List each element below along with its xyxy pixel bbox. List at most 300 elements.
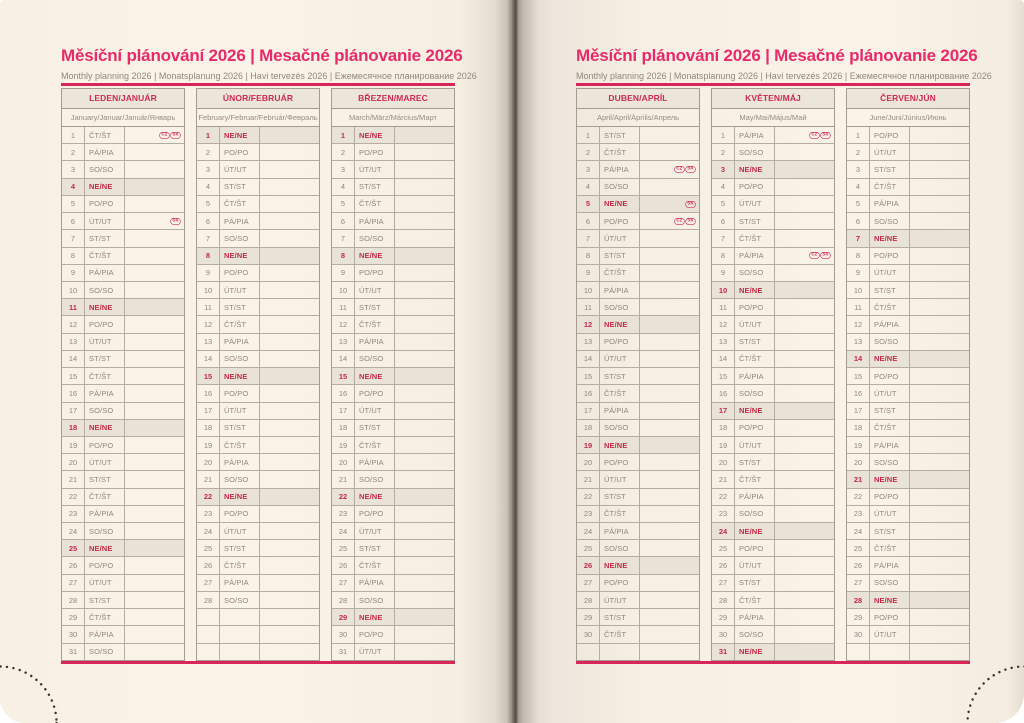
notes-cell	[774, 282, 834, 298]
day-abbrev: ST/ST	[599, 609, 639, 625]
day-number: 29	[583, 612, 593, 622]
day-abbrev: PO/PO	[354, 506, 394, 522]
sk-holiday-badge: SK	[685, 166, 696, 173]
day-number: 21	[583, 474, 593, 484]
day-row	[62, 212, 184, 229]
day-row	[197, 470, 319, 487]
day-abbrev: ČT/ŠT	[84, 609, 124, 625]
day-number: 26	[203, 561, 213, 571]
day-number: 25	[853, 543, 863, 553]
day-row	[62, 608, 184, 625]
notes-cell	[774, 592, 834, 608]
day-abbrev: ST/ST	[734, 213, 774, 229]
day-abbrev: PO/PO	[734, 299, 774, 315]
notes-cell	[909, 144, 969, 160]
day-abbrev: PÁ/PIA	[599, 161, 639, 177]
day-abbrev: ST/ST	[734, 454, 774, 470]
day-row	[197, 453, 319, 470]
day-number: 5	[720, 199, 726, 209]
day-row	[197, 488, 319, 505]
notes-cell	[909, 403, 969, 419]
day-number: 2	[205, 147, 211, 157]
notes-cell	[259, 299, 319, 315]
day-number: 8	[720, 251, 726, 261]
day-number: 20	[338, 457, 348, 467]
notes-cell	[774, 179, 834, 195]
notes-cell	[124, 316, 184, 332]
day-row	[62, 264, 184, 281]
notes-cell	[124, 523, 184, 539]
day-row	[577, 574, 699, 591]
day-abbrev: NE/NE	[354, 609, 394, 625]
day-number: 15	[718, 371, 728, 381]
day-row	[332, 419, 454, 436]
notes-cell	[909, 540, 969, 556]
day-abbrev: ST/ST	[219, 299, 259, 315]
day-abbrev: ÚT/UT	[599, 471, 639, 487]
notes-cell	[639, 644, 699, 660]
notes-cell	[774, 213, 834, 229]
month-grid	[332, 127, 454, 660]
day-abbrev: ÚT/UT	[219, 282, 259, 298]
notes-cell	[639, 265, 699, 281]
day-row	[577, 402, 699, 419]
day-abbrev: PÁ/PIA	[219, 454, 259, 470]
day-abbrev: SO/SO	[599, 420, 639, 436]
cz-holiday-badge: CZ	[674, 218, 684, 225]
day-row	[847, 281, 969, 298]
notes-cell	[124, 540, 184, 556]
day-number: 20	[203, 457, 213, 467]
day-number: 11	[69, 302, 77, 312]
day-number: 5	[340, 199, 346, 209]
day-row	[577, 470, 699, 487]
notes-cell	[259, 437, 319, 453]
day-number: 17	[203, 406, 213, 416]
notes-cell	[909, 316, 969, 332]
day-abbrev: ČT/ŠT	[219, 557, 259, 573]
day-number: 10	[718, 285, 728, 295]
day-row	[197, 315, 319, 332]
month-intl-names: June/Juni/Június/Июнь	[847, 109, 969, 127]
day-number: 15	[203, 371, 213, 381]
day-row	[197, 333, 319, 350]
day-abbrev: PÁ/PIA	[354, 334, 394, 350]
day-row	[847, 488, 969, 505]
day-row	[847, 247, 969, 264]
notes-cell	[909, 626, 969, 642]
day-abbrev: NE/NE	[734, 644, 774, 660]
day-number: 24	[203, 526, 213, 536]
day-row	[712, 505, 834, 522]
day-abbrev: ČT/ŠT	[219, 437, 259, 453]
day-row	[62, 247, 184, 264]
day-number: 16	[853, 388, 863, 398]
notes-cell	[774, 557, 834, 573]
day-row	[577, 178, 699, 195]
day-row	[847, 195, 969, 212]
page-right	[512, 0, 1024, 723]
day-number: 27	[338, 578, 348, 588]
notes-cell	[909, 506, 969, 522]
day-row	[577, 488, 699, 505]
day-abbrev: PO/PO	[869, 127, 909, 143]
day-abbrev	[219, 609, 259, 625]
day-abbrev: ÚT/UT	[734, 557, 774, 573]
notes-cell	[394, 489, 454, 505]
day-row	[62, 453, 184, 470]
day-abbrev: ÚT/UT	[354, 644, 394, 660]
day-row	[577, 436, 699, 453]
day-number: 25	[718, 543, 728, 553]
notes-cell	[909, 437, 969, 453]
day-number: 21	[718, 474, 728, 484]
day-number	[577, 644, 599, 660]
day-abbrev: ST/ST	[354, 299, 394, 315]
day-row	[197, 384, 319, 401]
day-row	[847, 350, 969, 367]
day-abbrev: PÁ/PIA	[734, 489, 774, 505]
day-abbrev: ČT/ŠT	[734, 471, 774, 487]
day-number: 25	[583, 543, 593, 553]
day-row	[712, 591, 834, 608]
notes-cell	[639, 626, 699, 642]
day-number: 3	[70, 165, 76, 175]
month-name: ČERVEN/JÚN	[847, 89, 969, 109]
page-left-content	[61, 0, 477, 723]
day-abbrev: SO/SO	[734, 144, 774, 160]
notes-cell	[774, 523, 834, 539]
day-abbrev: ST/ST	[219, 420, 259, 436]
month-name: DUBEN/APRÍL	[577, 89, 699, 109]
notes-cell	[394, 248, 454, 264]
notes-cell	[774, 454, 834, 470]
day-row	[197, 556, 319, 573]
notes-cell	[259, 540, 319, 556]
day-row	[332, 315, 454, 332]
day-abbrev: ST/ST	[354, 540, 394, 556]
notes-cell	[774, 644, 834, 660]
day-abbrev: ČT/ŠT	[84, 248, 124, 264]
notes-cell	[394, 351, 454, 367]
day-number: 5	[205, 199, 211, 209]
day-row	[577, 315, 699, 332]
day-abbrev: PO/PO	[84, 557, 124, 573]
notes-cell	[124, 368, 184, 384]
day-number: 19	[718, 440, 728, 450]
notes-cell	[639, 489, 699, 505]
day-number: 25	[68, 543, 78, 553]
day-abbrev: ÚT/UT	[869, 144, 909, 160]
notes-cell	[124, 248, 184, 264]
day-abbrev: NE/NE	[869, 592, 909, 608]
day-abbrev: SO/SO	[869, 213, 909, 229]
notes-cell	[774, 127, 834, 143]
notes-cell	[774, 196, 834, 212]
notes-cell	[124, 265, 184, 281]
notes-cell	[909, 351, 969, 367]
day-row	[332, 333, 454, 350]
day-row	[577, 160, 699, 177]
day-row	[847, 436, 969, 453]
day-number: 29	[718, 612, 728, 622]
day-abbrev: SO/SO	[84, 403, 124, 419]
day-row	[332, 436, 454, 453]
day-number: 6	[720, 216, 726, 226]
month-table-3	[331, 88, 455, 661]
day-number: 27	[203, 578, 213, 588]
notes-cell	[394, 626, 454, 642]
notes-cell	[639, 592, 699, 608]
day-number: 16	[718, 388, 728, 398]
day-row	[847, 333, 969, 350]
day-abbrev: PO/PO	[84, 316, 124, 332]
day-abbrev: ÚT/UT	[734, 437, 774, 453]
day-abbrev: PÁ/PIA	[84, 626, 124, 642]
notes-cell	[909, 557, 969, 573]
day-abbrev: ÚT/UT	[599, 592, 639, 608]
day-row	[577, 247, 699, 264]
notes-cell	[394, 506, 454, 522]
day-abbrev: NE/NE	[84, 179, 124, 195]
notes-cell	[909, 523, 969, 539]
month-name: LEDEN/JANUÁR	[62, 89, 184, 109]
day-number: 26	[583, 561, 593, 571]
notes-cell	[639, 196, 699, 212]
day-abbrev	[219, 626, 259, 642]
cz-holiday-badge: CZ	[159, 132, 169, 139]
day-number: 14	[338, 354, 348, 364]
notes-cell	[909, 368, 969, 384]
notes-cell	[639, 299, 699, 315]
day-row	[577, 350, 699, 367]
day-row	[712, 608, 834, 625]
day-row	[332, 539, 454, 556]
day-number: 5	[855, 199, 861, 209]
day-number: 7	[205, 233, 211, 243]
notes-cell	[124, 230, 184, 246]
day-number: 5	[585, 199, 591, 209]
cz-holiday-badge: CZ	[809, 132, 819, 139]
notes-cell	[394, 540, 454, 556]
day-row	[577, 505, 699, 522]
notes-cell	[259, 420, 319, 436]
day-number: 16	[203, 388, 213, 398]
day-row	[332, 608, 454, 625]
day-abbrev: PO/PO	[734, 540, 774, 556]
day-number: 5	[70, 199, 76, 209]
day-number: 1	[585, 130, 591, 140]
months-container	[576, 88, 970, 661]
day-abbrev: NE/NE	[354, 127, 394, 143]
day-row	[577, 522, 699, 539]
notes-cell	[259, 334, 319, 350]
page-subtitle: Monthly planning 2026 | Monatsplanung 2026 | Havi tervezés 2026 | Ежемесячное планирование 2026	[576, 71, 992, 81]
notes-cell	[639, 523, 699, 539]
day-abbrev: PÁ/PIA	[84, 144, 124, 160]
day-number: 10	[853, 285, 863, 295]
notes-cell	[639, 127, 699, 143]
day-abbrev: ČT/ŠT	[599, 385, 639, 401]
notes-cell	[259, 248, 319, 264]
day-row	[577, 625, 699, 642]
day-abbrev: ST/ST	[734, 334, 774, 350]
notes-cell	[394, 213, 454, 229]
day-abbrev: ÚT/UT	[869, 626, 909, 642]
day-abbrev: NE/NE	[219, 489, 259, 505]
day-row	[847, 453, 969, 470]
day-number: 23	[718, 509, 728, 519]
notes-cell	[259, 523, 319, 539]
notes-cell	[909, 575, 969, 591]
day-row	[577, 143, 699, 160]
day-number: 23	[853, 509, 863, 519]
day-row	[197, 436, 319, 453]
notes-cell	[639, 282, 699, 298]
day-number: 6	[585, 216, 591, 226]
day-row	[62, 384, 184, 401]
month-table-2	[196, 88, 320, 661]
day-row	[197, 643, 319, 660]
notes-cell	[639, 557, 699, 573]
day-row	[577, 127, 699, 143]
notes-cell	[774, 368, 834, 384]
day-row	[332, 178, 454, 195]
notes-cell	[394, 368, 454, 384]
day-number: 28	[583, 595, 593, 605]
day-number: 12	[583, 320, 593, 330]
notes-cell	[259, 609, 319, 625]
notes-cell	[639, 351, 699, 367]
day-number: 30	[853, 629, 863, 639]
notes-cell	[639, 144, 699, 160]
day-abbrev: PÁ/PIA	[734, 368, 774, 384]
notes-cell	[259, 351, 319, 367]
day-abbrev: NE/NE	[599, 437, 639, 453]
notes-cell	[909, 213, 969, 229]
notes-cell	[394, 420, 454, 436]
notes-cell	[774, 334, 834, 350]
day-row	[197, 402, 319, 419]
day-row	[62, 522, 184, 539]
day-abbrev: PÁ/PIA	[734, 248, 774, 264]
day-number: 22	[853, 492, 863, 502]
notes-cell	[909, 161, 969, 177]
day-abbrev: PO/PO	[354, 626, 394, 642]
notes-cell	[909, 471, 969, 487]
months-container	[61, 88, 455, 661]
day-number: 28	[853, 595, 863, 605]
day-row	[847, 402, 969, 419]
day-number: 26	[338, 561, 348, 571]
sk-holiday-badge: SK	[170, 218, 181, 225]
day-row	[197, 367, 319, 384]
day-row	[332, 591, 454, 608]
day-number: 22	[718, 492, 728, 502]
day-abbrev: PO/PO	[84, 437, 124, 453]
day-abbrev: PÁ/PIA	[869, 557, 909, 573]
day-number: 2	[855, 147, 861, 157]
notes-cell	[394, 437, 454, 453]
day-abbrev: PO/PO	[599, 334, 639, 350]
day-row	[712, 178, 834, 195]
day-row	[197, 127, 319, 143]
notes-cell	[124, 644, 184, 660]
sk-holiday-badge: SK	[685, 218, 696, 225]
day-abbrev: ST/ST	[599, 368, 639, 384]
day-abbrev: PO/PO	[354, 144, 394, 160]
day-abbrev: SO/SO	[219, 351, 259, 367]
day-row	[62, 229, 184, 246]
day-row	[197, 539, 319, 556]
notes-cell	[394, 523, 454, 539]
day-row	[712, 195, 834, 212]
day-number: 6	[855, 216, 861, 226]
notes-cell	[639, 179, 699, 195]
day-number: 28	[68, 595, 78, 605]
month-table-6	[846, 88, 970, 661]
month-intl-names: January/Januar/Január/Январь	[62, 109, 184, 127]
day-abbrev: SO/SO	[84, 644, 124, 660]
day-row	[712, 143, 834, 160]
day-abbrev: ST/ST	[84, 592, 124, 608]
day-number: 2	[340, 147, 346, 157]
day-row	[847, 298, 969, 315]
day-number: 9	[340, 268, 346, 278]
day-abbrev: PÁ/PIA	[219, 575, 259, 591]
day-number: 31	[68, 647, 78, 657]
day-number: 2	[720, 147, 726, 157]
notes-cell	[394, 403, 454, 419]
day-number: 17	[68, 406, 78, 416]
notes-cell	[394, 557, 454, 573]
notes-cell	[639, 437, 699, 453]
day-abbrev: NE/NE	[869, 230, 909, 246]
notes-cell	[259, 471, 319, 487]
day-number: 21	[338, 474, 348, 484]
day-row	[577, 264, 699, 281]
day-row	[577, 298, 699, 315]
day-abbrev: PÁ/PIA	[354, 575, 394, 591]
day-row	[62, 505, 184, 522]
day-abbrev: NE/NE	[354, 489, 394, 505]
day-number: 30	[583, 629, 593, 639]
notes-cell	[909, 265, 969, 281]
day-number: 8	[205, 251, 211, 261]
day-row	[332, 160, 454, 177]
day-abbrev: NE/NE	[84, 540, 124, 556]
day-row	[197, 160, 319, 177]
notes-cell	[124, 557, 184, 573]
day-abbrev: ST/ST	[84, 351, 124, 367]
notes-cell	[394, 196, 454, 212]
day-number: 10	[583, 285, 593, 295]
day-abbrev	[219, 644, 259, 660]
day-abbrev: ČT/ŠT	[354, 196, 394, 212]
notes-cell	[124, 196, 184, 212]
top-rule	[576, 83, 970, 86]
day-row	[332, 625, 454, 642]
notes-cell	[639, 213, 699, 229]
notes-cell	[259, 316, 319, 332]
day-row	[712, 453, 834, 470]
notes-cell	[774, 420, 834, 436]
day-row	[712, 436, 834, 453]
day-number: 26	[853, 561, 863, 571]
day-number: 27	[853, 578, 863, 588]
day-number: 21	[203, 474, 213, 484]
cz-holiday-badge: CZ	[674, 166, 684, 173]
